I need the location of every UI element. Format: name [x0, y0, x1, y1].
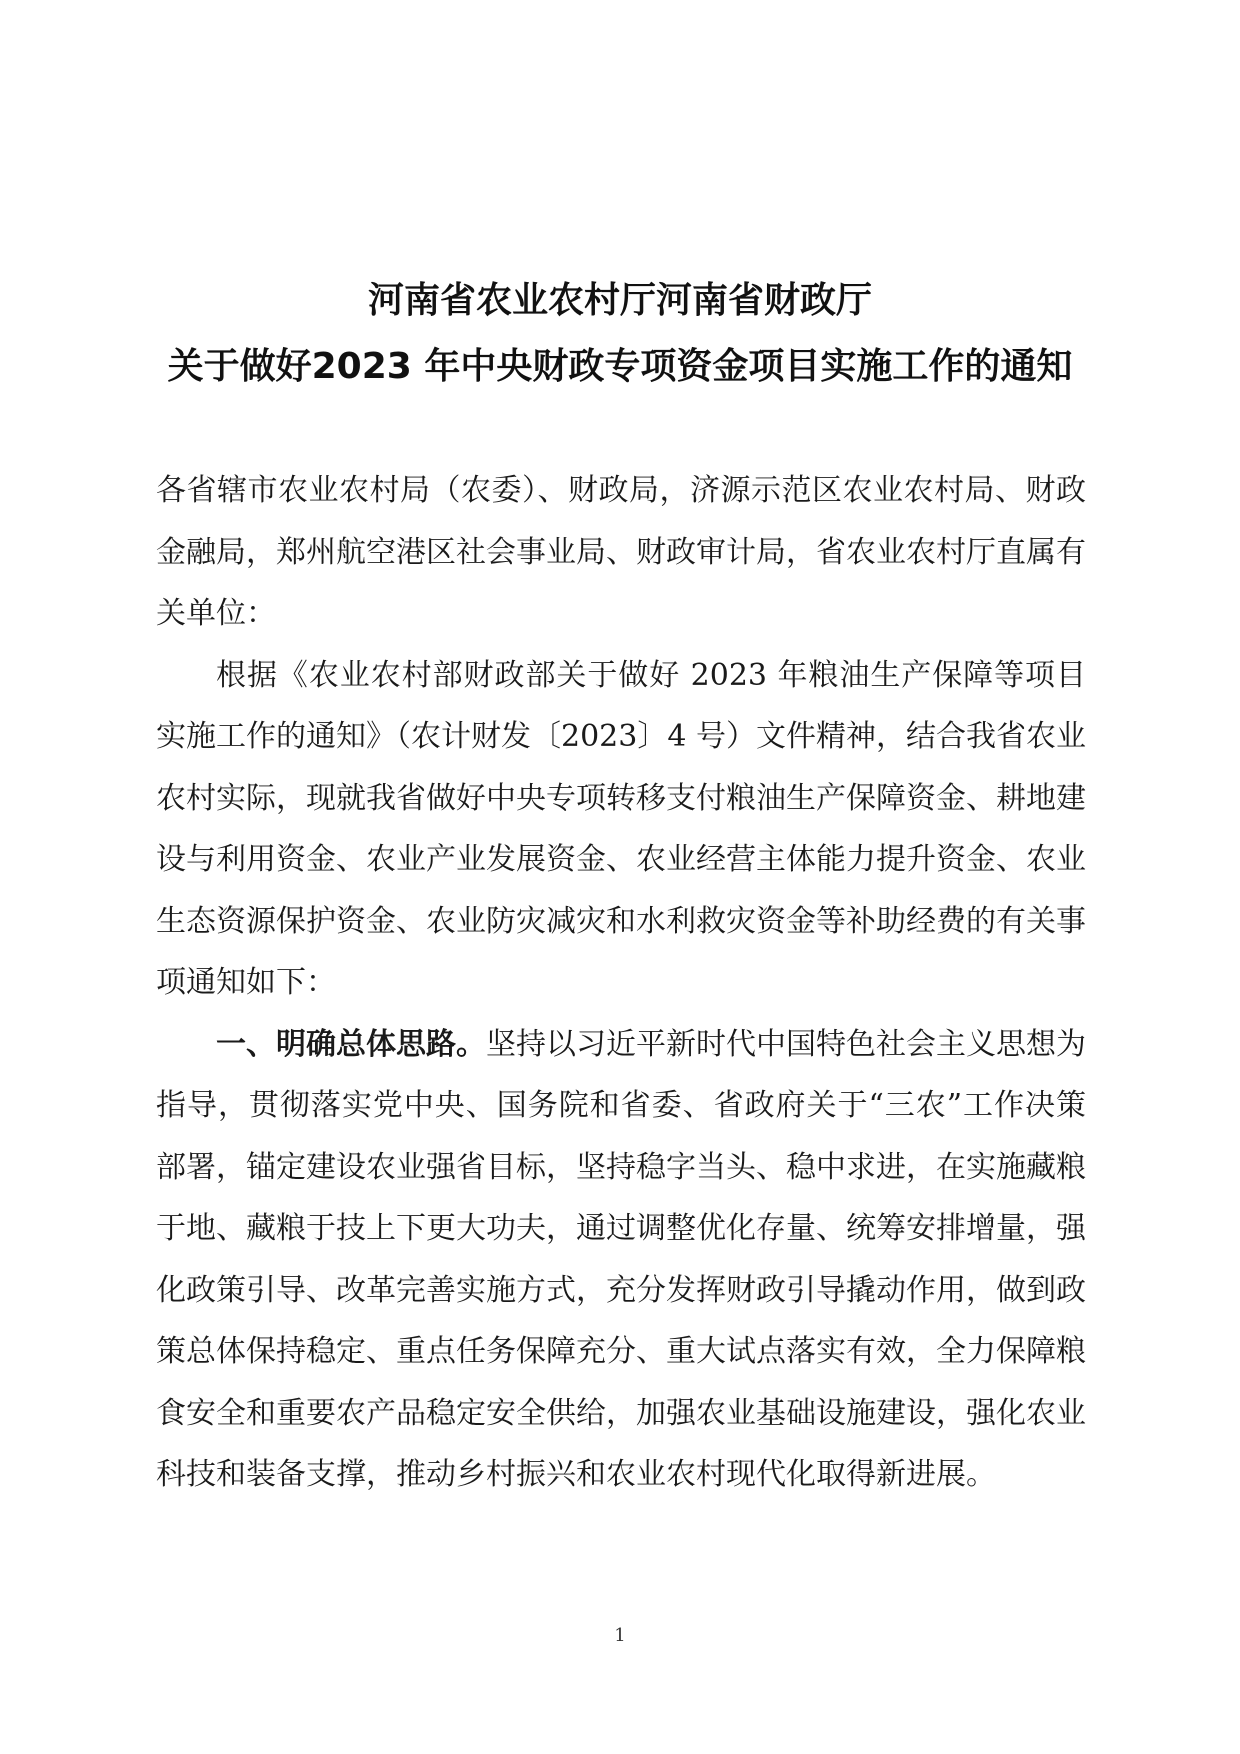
intro-paragraph: 根据《农业农村部财政部关于做好 2023 年粮油生产保障等项目实施工作的通知》（农计财发〔2023〕4 号）文件精神，结合我省农业农村实际，现就我省做好中央专项转移支付粮油生产保障资金、耕地建设与利用资金、农业产业发展资金、农业经营主体能力提升资金、农业生态资源保护资金、农业防灾减灾和水利救灾资金等补助经费的有关事项通知如下：	[156, 657, 1086, 1000]
addressee-paragraph: 各省辖市农业农村局（农委）、财政局，济源示范区农业农村局、财政金融局，郑州航空港区社会事业局、财政审计局，省农业农村厅直属有关单位：	[156, 473, 1086, 631]
document-body	[156, 460, 1086, 1506]
section-1-heading: 一、明确总体思路。	[216, 1026, 486, 1062]
section-1-body: 坚持以习近平新时代中国特色社会主义思想为指导，贯彻落实党中央、国务院和省委、省政府关于“三农”工作决策部署，锚定建设农业强省目标，坚持稳字当头、稳中求进，在实施藏粮于地、藏粮于技上下更大功夫，通过调整优化存量、统筹安排增量，强化政策引导、改革完善实施方式，充分发挥财政引导撬动作用，做到政策总体保持稳定、重点任务保障充分、重大试点落实有效，全力保障粮食安全和重要农产品稳定安全供给，加强农业基础设施建设，强化农业科技和装备支撑，推动乡村振兴和农业农村现代化取得新进展。	[156, 1026, 1086, 1492]
page-number: 1	[614, 1625, 626, 1646]
document-title	[140, 268, 1100, 400]
title-line-1: 河南省农业农村厅河南省财政厅	[367, 280, 872, 321]
title-line-2: 关于做好2023 年中央财政专项资金项目实施工作的通知	[167, 346, 1073, 387]
section-1-paragraph	[156, 1014, 1086, 1506]
